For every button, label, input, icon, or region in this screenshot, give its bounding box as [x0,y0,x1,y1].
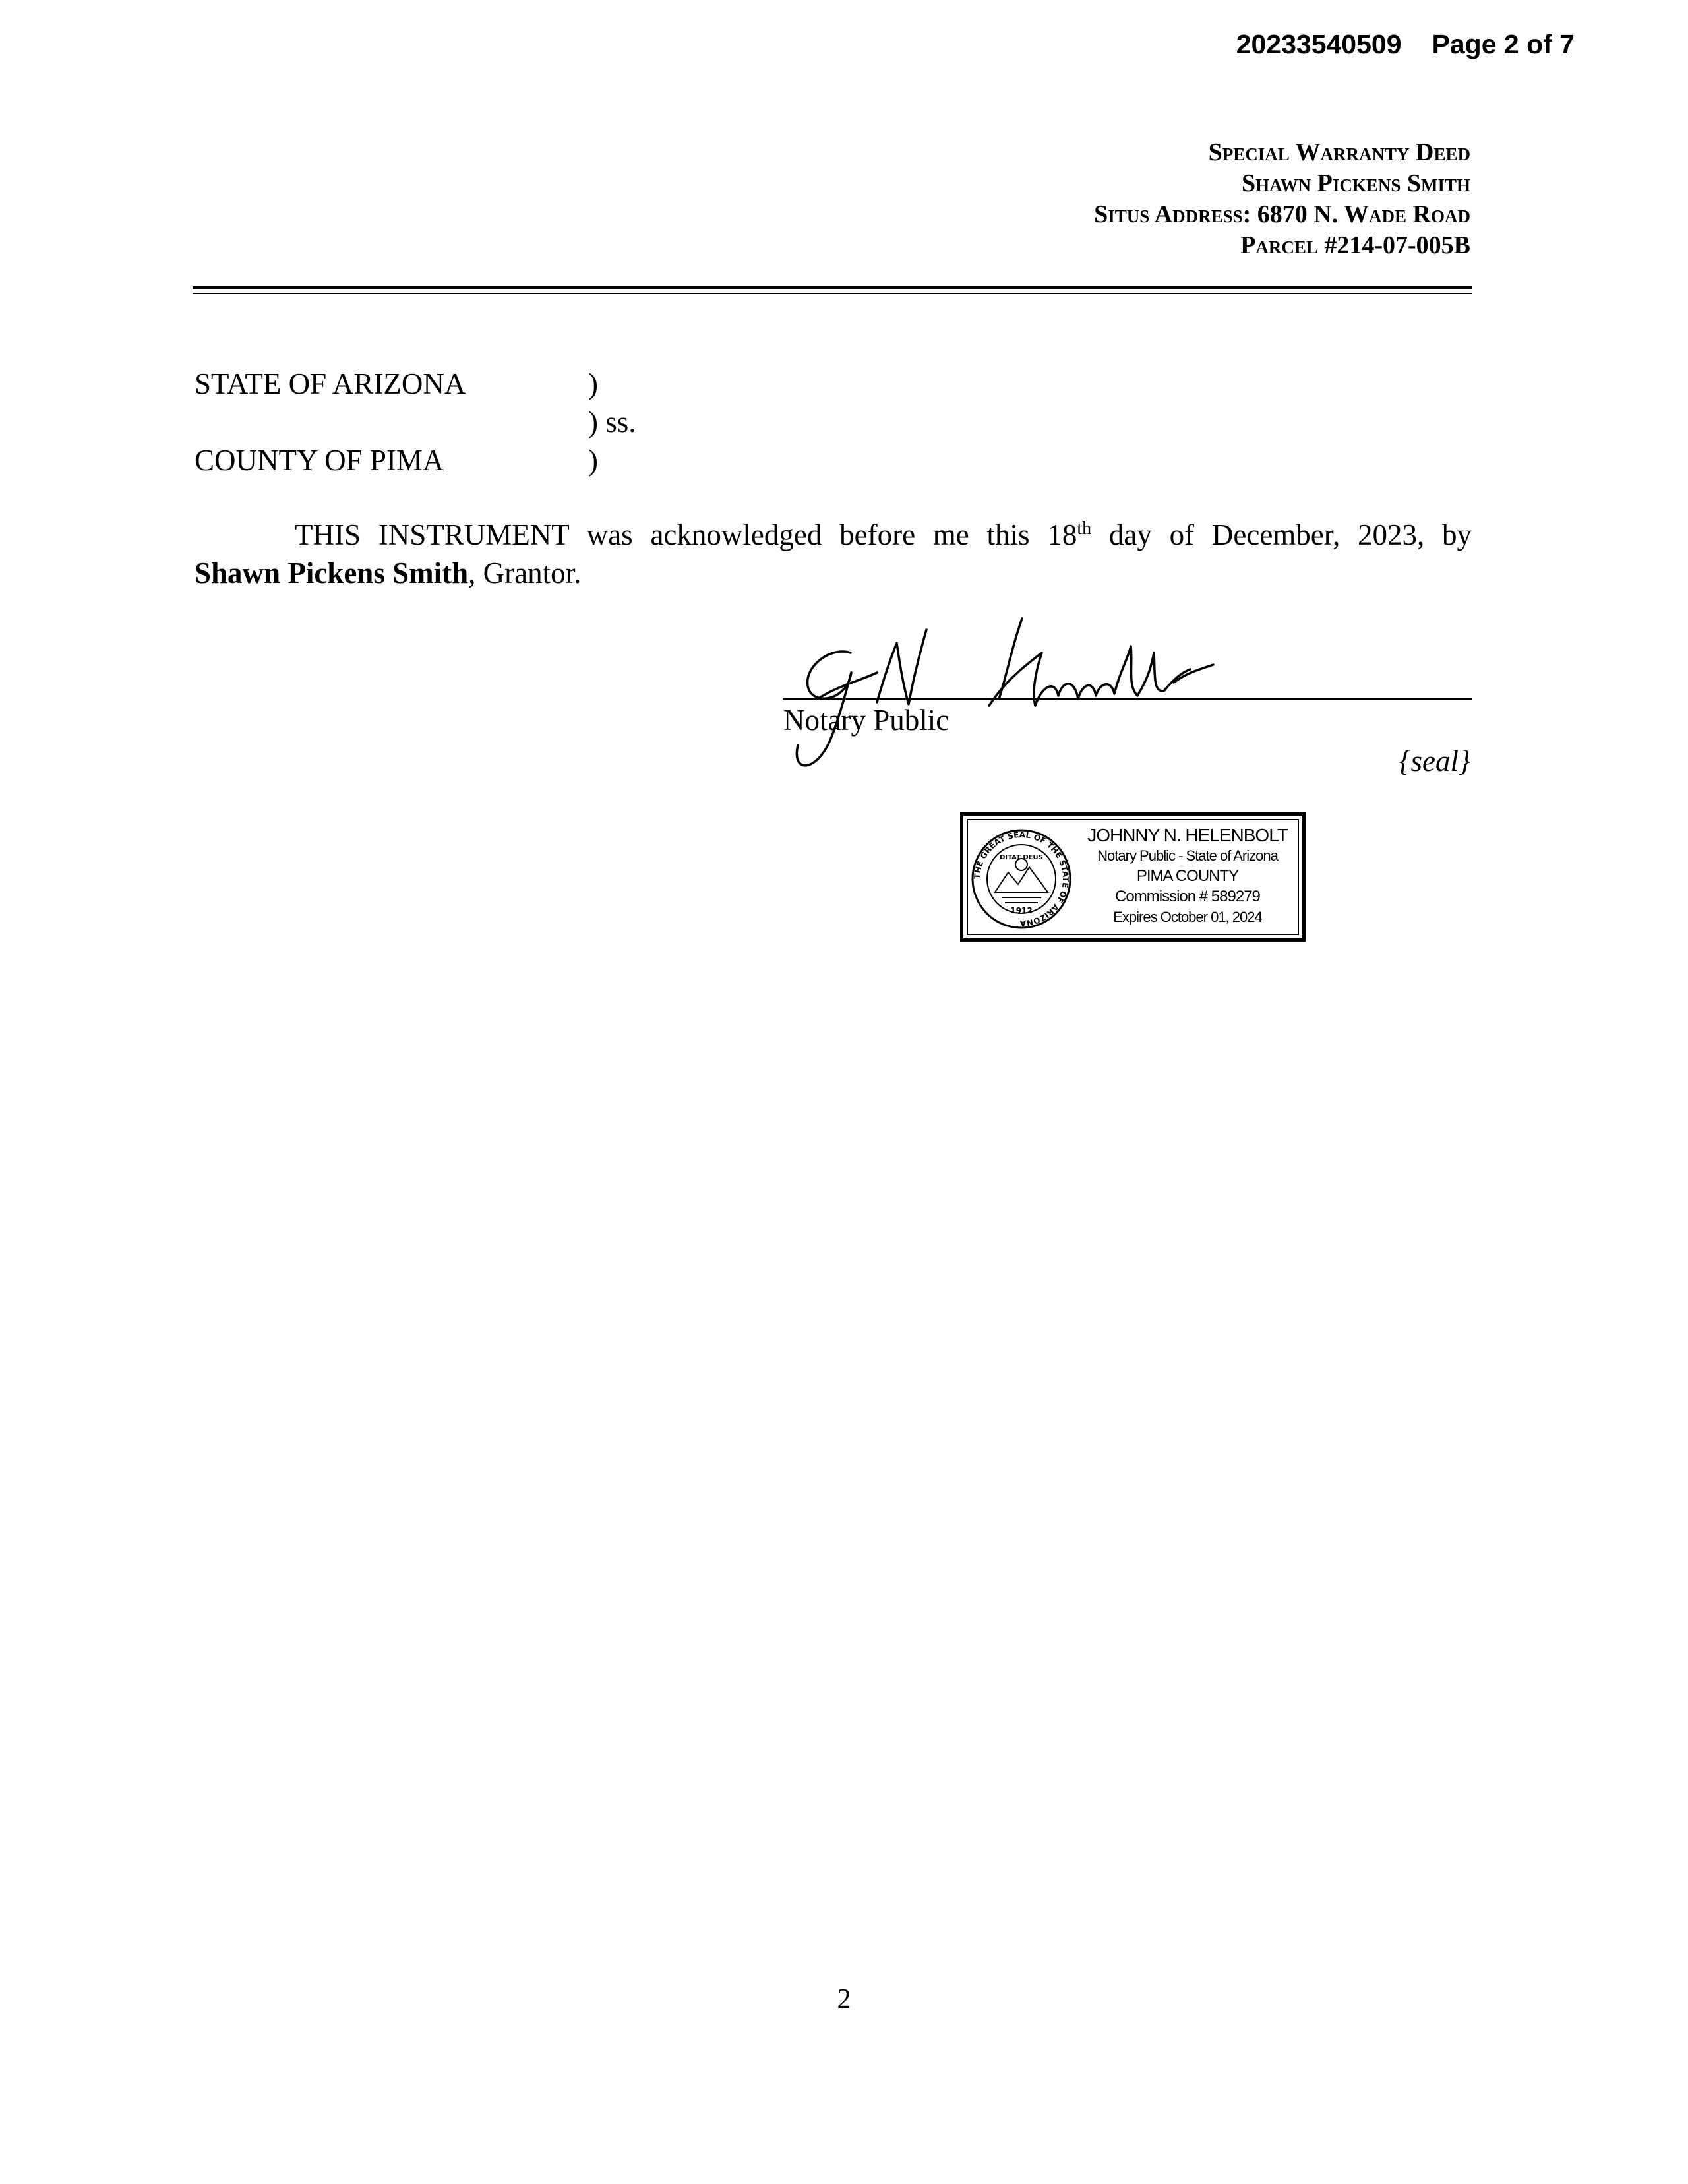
acknowledgment-line-1 [195,516,1472,554]
caption-grantor: Shawn Pickens Smith [1241,169,1470,197]
caption-parcel: Parcel #214-07-005B [1240,231,1470,259]
venue-bracket-ss: ) ss. [588,406,636,439]
notary-signature [778,607,1253,778]
recording-header [1236,29,1575,60]
venue-bracket-top: ) [588,367,598,400]
notary-public-label: Notary Public [783,704,950,737]
signer-name: Shawn Pickens Smith [195,557,469,590]
notary-stamp-text [1077,825,1298,927]
venue-county: COUNTY OF PIMA [195,444,444,477]
svg-text:THE GREAT SEAL OF THE STATE OF: THE GREAT SEAL OF THE STATE OF ARIZONA [972,830,1071,928]
page-indicator: Page 2 of 7 [1432,29,1575,59]
deed-caption [1094,137,1470,261]
notary-name: JOHNNY N. HELENBOLT [1087,825,1288,845]
day-ordinal-suffix: th [1077,518,1092,539]
page-number: 2 [837,1984,851,2015]
venue-bracket-bottom: ) [588,444,598,477]
svg-text:1912: 1912 [1010,906,1033,915]
signature-line [783,698,1472,700]
notary-county: PIMA COUNTY [1136,867,1239,885]
svg-text:DITAT DEUS: DITAT DEUS [1000,854,1043,861]
notary-stamp [960,812,1306,942]
venue-state: STATE OF ARIZONA [195,367,466,400]
document-number: 20233540509 [1236,29,1402,59]
seal-label: {seal} [1399,744,1470,777]
caption-title: Special Warranty Deed [1208,138,1470,166]
arizona-seal-icon [969,826,1074,932]
notary-commission: Commission # 589279 [1115,888,1260,905]
acknowledgment-text: THIS INSTRUMENT was acknowledged before me this 18 [295,518,1077,551]
notary-title: Notary Public - State of Arizona [1097,847,1278,864]
caption-situs-address: Situs Address: 6870 N. Wade Road [1094,200,1470,228]
acknowledgment-date-text: day of December, 2023, by [1091,518,1472,551]
signer-role: , Grantor. [468,557,582,590]
caption-rule-thick [193,286,1472,289]
notary-expiration: Expires October 01, 2024 [1113,909,1262,925]
acknowledgment-paragraph [195,516,1472,592]
caption-rule-thin [193,293,1472,294]
